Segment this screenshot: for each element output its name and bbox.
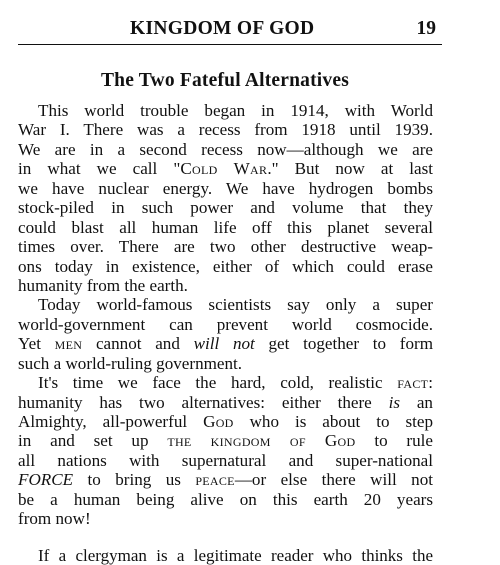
text-run: to rule xyxy=(355,431,433,451)
text-line xyxy=(18,431,433,450)
text-line: times over. There are two other destructive weap- xyxy=(18,237,433,257)
italic-run: is xyxy=(388,392,401,412)
italic-run: FORCE xyxy=(18,470,74,490)
paragraph-2 xyxy=(18,295,433,373)
text-line xyxy=(18,470,433,489)
text-run: humanity has two alternatives: either there xyxy=(18,392,389,412)
text-line: Today world-famous scientists say only a super xyxy=(38,295,433,315)
text-line: ons today in existence, either of which could erase xyxy=(18,256,433,276)
small-caps-run: fact xyxy=(397,373,429,393)
small-caps-run: God xyxy=(203,412,234,431)
text-run: Yet xyxy=(18,334,55,354)
body-text xyxy=(18,101,433,529)
text-run: : xyxy=(428,373,433,393)
cut-off-text-line xyxy=(38,546,433,565)
partial-text: If a clergyman is a legitimate reader who thinks the xyxy=(38,546,433,565)
text-run: to bring us xyxy=(73,470,196,490)
text-line xyxy=(18,373,433,392)
text-line: War I. There was a recess from 1918 until 1939. xyxy=(18,120,433,140)
text-line xyxy=(18,412,433,431)
text-run: It's time we face the hard, cold, realistic xyxy=(38,373,398,393)
text-line: we have nuclear energy. We have hydrogen bombs xyxy=(18,178,433,198)
running-title: KINGDOM OF GOD xyxy=(130,18,315,39)
text-line: world-government can prevent world cosmocide. xyxy=(18,314,433,334)
text-run: —or else there will not xyxy=(234,470,433,490)
text-line: be a human being alive on this earth 20 years xyxy=(18,489,433,509)
text-run: ." But now at last xyxy=(267,159,433,179)
italic-run: will not xyxy=(193,334,255,354)
text-line: We are in a second recess now—although we are xyxy=(18,139,433,159)
section-heading: The Two Fateful Alternatives xyxy=(100,70,350,91)
small-caps-run: the kingdom of God xyxy=(167,431,356,451)
text-line xyxy=(18,159,433,178)
text-run: an xyxy=(400,392,433,412)
text-line: stock-piled in such power and volume that they xyxy=(18,198,433,218)
page-number: 19 xyxy=(416,18,436,39)
text-line: could blast all human life off this planet several xyxy=(18,217,433,237)
text-line: humanity from the earth. xyxy=(18,275,188,295)
small-caps-run: men xyxy=(54,334,83,354)
small-caps-run: peace xyxy=(195,470,235,490)
text-run: who is about to step xyxy=(233,412,433,431)
text-run: cannot and xyxy=(82,334,194,354)
paragraph-3 xyxy=(18,373,433,529)
text-run: in what we call " xyxy=(18,159,181,179)
text-run: get together to form xyxy=(254,334,433,354)
small-caps-run: Cold War xyxy=(180,159,268,179)
text-line xyxy=(18,393,433,412)
text-line: This world trouble began in 1914, with World xyxy=(38,101,433,120)
text-line xyxy=(18,334,433,353)
paragraph-1 xyxy=(18,101,433,295)
text-run: in and set up xyxy=(18,431,168,451)
text-line: such a world-ruling government. xyxy=(18,353,243,373)
text-line: all nations with supernatural and super-national xyxy=(18,450,433,470)
running-header xyxy=(18,10,442,45)
text-line: from now! xyxy=(18,509,91,529)
text-run: Almighty, all-powerful xyxy=(18,412,204,431)
